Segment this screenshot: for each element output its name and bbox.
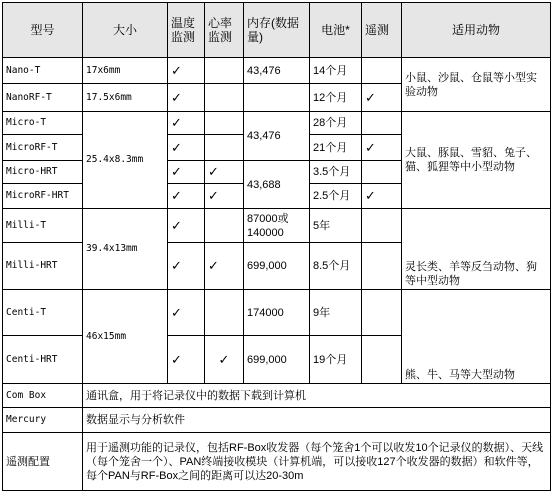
- description-cell: 数据显示与分析软件: [83, 408, 551, 433]
- empty-cell: [362, 336, 402, 384]
- model-cell: Centi-T: [3, 290, 83, 336]
- check-icon: ✓: [362, 135, 402, 161]
- empty-cell: [362, 209, 402, 243]
- empty-cell: [205, 58, 244, 84]
- battery-cell: 19个月: [310, 336, 362, 384]
- model-cell: MicroRF-T: [3, 135, 83, 161]
- size-cell: 25.4x8.3mm: [83, 112, 168, 209]
- check-icon: ✓: [168, 184, 205, 209]
- model-cell: Centi-HRT: [3, 336, 83, 384]
- animals-cell: 熊、牛、马等大型动物: [402, 290, 551, 384]
- empty-cell: [362, 290, 402, 336]
- header-row: [3, 3, 551, 58]
- check-icon: ✓: [168, 58, 205, 84]
- check-icon: ✓: [362, 84, 402, 112]
- empty-cell: [205, 112, 244, 135]
- check-icon: ✓: [168, 336, 205, 384]
- model-cell: Micro-T: [3, 112, 83, 135]
- model-cell: Milli-HRT: [3, 243, 83, 290]
- model-cell: Micro-HRT: [3, 161, 83, 184]
- empty-cell: [205, 290, 244, 336]
- memory-cell: 699,000: [244, 336, 310, 384]
- check-icon: ✓: [168, 135, 205, 161]
- animals-cell: 大鼠、豚鼠、雪貂、兔子、猫、狐狸等中小型动物: [402, 112, 551, 209]
- empty-cell: [205, 135, 244, 161]
- animals-cell: 灵长类、羊等反刍动物、狗等中型动物: [402, 209, 551, 290]
- battery-cell: 21个月: [310, 135, 362, 161]
- battery-cell: 28个月: [310, 112, 362, 135]
- memory-cell: 699,000: [244, 243, 310, 290]
- spec-table: [2, 2, 551, 491]
- table-row: [3, 290, 551, 336]
- table-row: [3, 433, 551, 491]
- empty-cell: [362, 112, 402, 135]
- memory-cell: 43,476: [244, 112, 310, 161]
- battery-cell: 8.5个月: [310, 243, 362, 290]
- check-icon: ✓: [205, 161, 244, 184]
- check-icon: ✓: [168, 84, 205, 112]
- check-icon: ✓: [205, 243, 244, 290]
- empty-cell: [362, 58, 402, 84]
- check-icon: ✓: [205, 184, 244, 209]
- battery-cell: 9年: [310, 290, 362, 336]
- battery-cell: 14个月: [310, 58, 362, 84]
- empty-cell: [362, 243, 402, 290]
- check-icon: ✓: [362, 184, 402, 209]
- size-cell: 17.5x6mm: [83, 84, 168, 112]
- check-icon: ✓: [168, 161, 205, 184]
- size-cell: 46x15mm: [83, 290, 168, 384]
- size-cell: 39.4x13mm: [83, 209, 168, 290]
- model-cell: Mercury: [3, 408, 83, 433]
- check-icon: ✓: [168, 112, 205, 135]
- check-icon: ✓: [168, 290, 205, 336]
- table-row: [3, 58, 551, 84]
- table-row: [3, 112, 551, 135]
- header-heart: 心率监测: [205, 3, 244, 58]
- header-telemetry: 遥测: [362, 3, 402, 58]
- empty-cell: [205, 84, 244, 112]
- model-cell: Com Box: [3, 384, 83, 408]
- memory-cell: 43,688: [244, 161, 310, 209]
- header-model: 型号: [3, 3, 83, 58]
- empty-cell: [362, 161, 402, 184]
- header-size: 大小: [83, 3, 168, 58]
- memory-cell: 174000: [244, 290, 310, 336]
- memory-cell: 87000或 140000: [244, 209, 310, 243]
- empty-cell: [244, 84, 310, 112]
- check-icon: ✓: [168, 209, 205, 243]
- table-row: [3, 209, 551, 243]
- header-animals: 适用动物: [402, 3, 551, 58]
- size-cell: 17x6mm: [83, 58, 168, 84]
- battery-cell: 5年: [310, 209, 362, 243]
- model-cell: Nano-T: [3, 58, 83, 84]
- animals-cell: 小鼠、沙鼠、仓鼠等小型实验动物: [402, 58, 551, 112]
- check-icon: ✓: [205, 336, 244, 384]
- model-cell: NanoRF-T: [3, 84, 83, 112]
- table-row: [3, 384, 551, 408]
- battery-cell: 12个月: [310, 84, 362, 112]
- header-memory: 内存(数据量): [244, 3, 310, 58]
- model-cell: 遥测配置: [3, 433, 83, 491]
- description-cell: 用于遥测功能的记录仪，包括RF-Box收发器（每个笼舍1个可以收发10个记录仪的数据）、天线（每个笼舍一个）、PAN终端接收模块（计算机端，可以接收127个收发器的数据）和软件等，每个PAN与RF-Box之间的距离可以达20-30m: [83, 433, 551, 491]
- model-cell: MicroRF-HRT: [3, 184, 83, 209]
- memory-cell: 43,476: [244, 58, 310, 84]
- battery-cell: 3.5个月: [310, 161, 362, 184]
- empty-cell: [205, 209, 244, 243]
- check-icon: ✓: [168, 243, 205, 290]
- header-battery: 电池*: [310, 3, 362, 58]
- battery-cell: 2.5个月: [310, 184, 362, 209]
- description-cell: 通讯盒，用于将记录仪中的数据下载到计算机: [83, 384, 551, 408]
- table-row: [3, 408, 551, 433]
- header-temp: 温度监测: [168, 3, 205, 58]
- model-cell: Milli-T: [3, 209, 83, 243]
